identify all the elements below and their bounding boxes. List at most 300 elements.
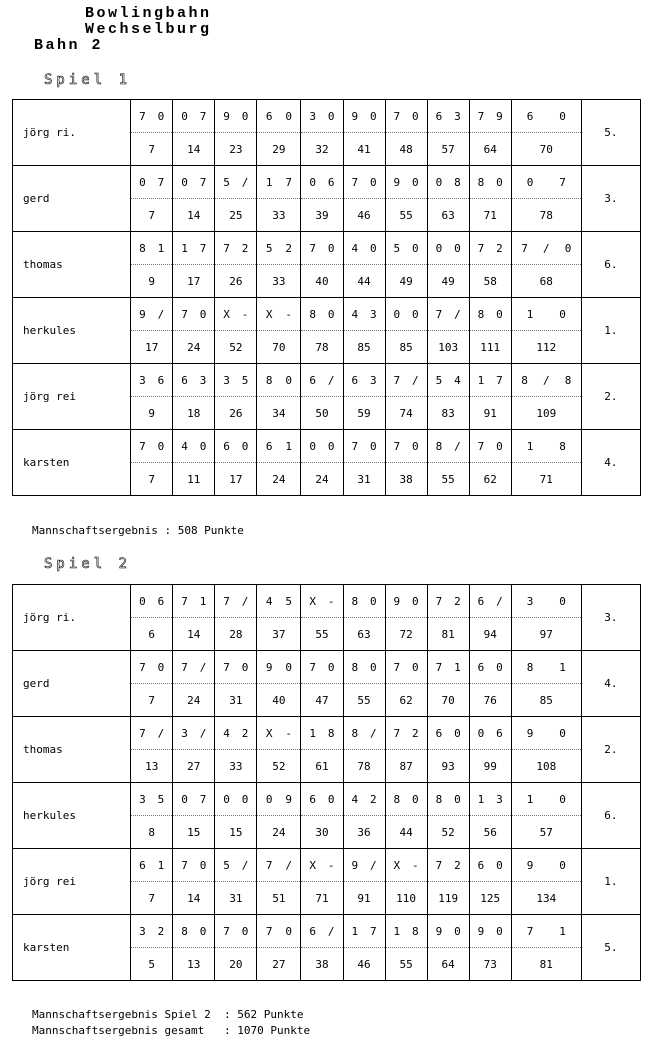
ball-result: 3 xyxy=(496,792,503,806)
ball-result: 1 xyxy=(199,594,207,608)
player-throws-row xyxy=(13,100,641,133)
frame-running-total: 61 xyxy=(301,750,343,783)
frame-running-total: 110 xyxy=(385,882,427,915)
frame-running-total: 47 xyxy=(301,684,343,717)
frame-throws xyxy=(343,298,385,331)
frame-throws xyxy=(511,717,581,750)
ball-result: 0 xyxy=(199,307,207,321)
ball-result: 8 xyxy=(564,373,572,387)
ball-result: 1 xyxy=(265,175,273,189)
ball-result: 6 xyxy=(181,373,188,387)
ball-result: X xyxy=(309,858,317,872)
ball-result: 1 xyxy=(285,439,292,453)
frame-throws xyxy=(343,849,385,882)
ball-result: 0 xyxy=(265,792,273,806)
game-2-team-result: Mannschaftsergebnis Spiel 2 : 562 Punkte xyxy=(32,1008,304,1021)
frame-throws xyxy=(511,298,581,331)
frame-running-total: 50 xyxy=(301,397,343,430)
ball-result: 7 xyxy=(181,594,188,608)
ball-result: / xyxy=(157,726,165,740)
ball-result: - xyxy=(285,726,292,740)
ball-result: 0 xyxy=(526,175,534,189)
frame-running-total: 76 xyxy=(469,684,511,717)
ball-result: 7 xyxy=(199,792,207,806)
ball-result: 8 xyxy=(435,439,443,453)
frame-running-total: 93 xyxy=(427,750,469,783)
ball-result: 2 xyxy=(454,858,461,872)
ball-result: 4 xyxy=(181,439,188,453)
frame-throws xyxy=(427,298,469,331)
frame-throws xyxy=(343,232,385,265)
frame-running-total: 63 xyxy=(427,199,469,232)
player-rank: 2. xyxy=(581,717,640,783)
frame-running-total: 37 xyxy=(257,618,301,651)
frame-running-total: 13 xyxy=(173,948,215,981)
ball-result: 0 xyxy=(285,109,292,123)
frame-running-total: 49 xyxy=(385,265,427,298)
ball-result: 3 xyxy=(369,373,377,387)
ball-result: 7 xyxy=(223,924,230,938)
frame-running-total: 73 xyxy=(469,948,511,981)
ball-result: 0 xyxy=(181,175,188,189)
ball-result: 6 xyxy=(223,439,230,453)
frame-throws xyxy=(343,651,385,684)
ball-result: 8 xyxy=(309,307,317,321)
frame-throws xyxy=(215,849,257,882)
frame-running-total: 31 xyxy=(215,882,257,915)
ball-result: 7 xyxy=(265,924,273,938)
ball-result: 8 xyxy=(351,594,359,608)
frame-throws xyxy=(215,915,257,948)
player-name: jörg ri. xyxy=(13,585,131,651)
ball-result: 5 xyxy=(285,594,292,608)
ball-result: 7 xyxy=(526,924,534,938)
ball-result: 7 xyxy=(521,241,528,255)
ball-result: / xyxy=(285,858,292,872)
frame-throws xyxy=(131,783,173,816)
player-name: jörg rei xyxy=(13,849,131,915)
ball-result: 0 xyxy=(157,109,165,123)
frame-running-total: 40 xyxy=(257,684,301,717)
frame-throws xyxy=(131,232,173,265)
player-throws-row xyxy=(13,651,641,684)
ball-result: X xyxy=(393,858,401,872)
ball-result: 0 xyxy=(435,241,443,255)
frame-running-total: 7 xyxy=(131,684,173,717)
ball-result: 0 xyxy=(412,109,419,123)
ball-result: - xyxy=(412,858,419,872)
ball-result: 8 xyxy=(351,726,359,740)
ball-result: 0 xyxy=(199,924,207,938)
ball-result: 4 xyxy=(351,307,359,321)
frame-running-total: 14 xyxy=(173,133,215,166)
frame-throws xyxy=(511,783,581,816)
ball-result: 1 xyxy=(351,924,359,938)
ball-result: 7 xyxy=(223,241,230,255)
frame-running-total: 15 xyxy=(215,816,257,849)
ball-result: 6 xyxy=(526,109,534,123)
player-throws-row xyxy=(13,717,641,750)
frame-running-total: 38 xyxy=(301,948,343,981)
ball-result: 7 xyxy=(199,109,207,123)
ball-result: 0 xyxy=(327,439,335,453)
ball-result: / xyxy=(369,726,377,740)
ball-result: 0 xyxy=(412,792,419,806)
frame-throws xyxy=(173,915,215,948)
ball-result: - xyxy=(285,307,292,321)
ball-result: 7 xyxy=(435,660,443,674)
frame-throws xyxy=(469,783,511,816)
ball-result: 8 xyxy=(265,373,273,387)
frame-throws xyxy=(469,849,511,882)
ball-result: 7 xyxy=(157,175,165,189)
frame-throws xyxy=(511,430,581,463)
ball-result: 6 xyxy=(327,175,335,189)
ball-result: 0 xyxy=(559,307,566,321)
ball-result: 8 xyxy=(477,175,485,189)
frame-throws xyxy=(343,364,385,397)
ball-result: / xyxy=(199,726,207,740)
frame-throws xyxy=(385,364,427,397)
ball-result: 4 xyxy=(265,594,273,608)
ball-result: 0 xyxy=(369,109,377,123)
frame-throws xyxy=(511,651,581,684)
frame-throws xyxy=(469,651,511,684)
frame-running-total: 108 xyxy=(511,750,581,783)
header-wechselburg: Wechselburg xyxy=(85,21,212,38)
frame-throws xyxy=(343,915,385,948)
player-rank: 1. xyxy=(581,849,640,915)
frame-running-total: 26 xyxy=(215,265,257,298)
frame-running-total: 33 xyxy=(257,265,301,298)
frame-running-total: 70 xyxy=(257,331,301,364)
ball-result: 5 xyxy=(435,373,443,387)
frame-throws xyxy=(257,430,301,463)
ball-result: 0 xyxy=(181,792,188,806)
player-throws-row xyxy=(13,364,641,397)
ball-result: 7 xyxy=(285,175,292,189)
frame-throws xyxy=(131,915,173,948)
ball-result: 0 xyxy=(139,594,146,608)
player-throws-row xyxy=(13,298,641,331)
frame-throws xyxy=(343,783,385,816)
frame-running-total: 55 xyxy=(301,618,343,651)
frame-running-total: 74 xyxy=(385,397,427,430)
frame-throws xyxy=(469,166,511,199)
frame-running-total: 6 xyxy=(131,618,173,651)
ball-result: 9 xyxy=(435,924,443,938)
ball-result: 0 xyxy=(412,660,419,674)
frame-throws xyxy=(343,100,385,133)
ball-result: 2 xyxy=(412,726,419,740)
frame-throws xyxy=(173,364,215,397)
ball-result: 7 xyxy=(351,175,359,189)
ball-result: 3 xyxy=(454,109,461,123)
frame-running-total: 68 xyxy=(511,265,581,298)
frame-throws xyxy=(215,717,257,750)
frame-throws xyxy=(385,430,427,463)
frame-running-total: 18 xyxy=(173,397,215,430)
ball-result: 6 xyxy=(309,792,317,806)
ball-result: 7 xyxy=(181,858,188,872)
player-throws-row xyxy=(13,585,641,618)
frame-throws xyxy=(385,585,427,618)
frame-running-total: 29 xyxy=(257,133,301,166)
frame-throws xyxy=(257,915,301,948)
frame-throws xyxy=(131,364,173,397)
frame-running-total: 27 xyxy=(257,948,301,981)
ball-result: 3 xyxy=(369,307,377,321)
frame-running-total: 14 xyxy=(173,882,215,915)
ball-result: 0 xyxy=(496,924,503,938)
ball-result: 0 xyxy=(199,439,207,453)
player-rank: 5. xyxy=(581,100,640,166)
player-throws-row xyxy=(13,166,641,199)
game-1-title: Spiel 1 xyxy=(44,72,132,88)
frame-throws xyxy=(511,100,581,133)
player-throws-row xyxy=(13,430,641,463)
frame-throws xyxy=(215,298,257,331)
frame-throws xyxy=(469,232,511,265)
player-throws-row xyxy=(13,232,641,265)
ball-result: 0 xyxy=(412,175,419,189)
player-rank: 6. xyxy=(581,232,640,298)
ball-result: 7 xyxy=(181,307,188,321)
ball-result: 6 xyxy=(477,660,485,674)
frame-throws xyxy=(131,585,173,618)
ball-result: 1 xyxy=(309,726,317,740)
frame-running-total: 78 xyxy=(511,199,581,232)
frame-running-total: 64 xyxy=(469,133,511,166)
frame-running-total: 70 xyxy=(511,133,581,166)
ball-result: 0 xyxy=(435,175,443,189)
frame-running-total: 9 xyxy=(131,397,173,430)
ball-result: 8 xyxy=(454,175,461,189)
frame-running-total: 55 xyxy=(385,199,427,232)
frame-throws xyxy=(173,298,215,331)
ball-result: 0 xyxy=(496,858,503,872)
ball-result: 0 xyxy=(412,307,419,321)
player-rank: 4. xyxy=(581,430,640,496)
ball-result: X xyxy=(265,726,273,740)
ball-result: 5 xyxy=(265,241,273,255)
frame-running-total: 33 xyxy=(215,750,257,783)
frame-throws xyxy=(343,717,385,750)
player-rank: 6. xyxy=(581,783,640,849)
frame-running-total: 72 xyxy=(385,618,427,651)
game-1-team-result: Mannschaftsergebnis : 508 Punkte xyxy=(32,524,244,537)
ball-result: 4 xyxy=(351,241,359,255)
frame-throws xyxy=(511,849,581,882)
ball-result: 1 xyxy=(393,924,401,938)
player-rank: 3. xyxy=(581,166,640,232)
ball-result: 0 xyxy=(369,439,377,453)
ball-result: 0 xyxy=(241,439,249,453)
frame-running-total: 41 xyxy=(343,133,385,166)
frame-running-total: 59 xyxy=(343,397,385,430)
frame-running-total: 13 xyxy=(131,750,173,783)
frame-throws xyxy=(215,364,257,397)
frame-running-total: 85 xyxy=(343,331,385,364)
ball-result: 7 xyxy=(139,109,146,123)
frame-throws xyxy=(427,915,469,948)
ball-result: 6 xyxy=(477,858,485,872)
frame-running-total: 119 xyxy=(427,882,469,915)
frame-running-total: 103 xyxy=(427,331,469,364)
ball-result: 0 xyxy=(199,858,207,872)
ball-result: 8 xyxy=(139,241,146,255)
ball-result: 9 xyxy=(139,307,146,321)
ball-result: 0 xyxy=(327,660,335,674)
player-name: thomas xyxy=(13,717,131,783)
ball-result: 9 xyxy=(526,726,534,740)
player-name: herkules xyxy=(13,783,131,849)
frame-running-total: 40 xyxy=(301,265,343,298)
frame-running-total: 97 xyxy=(511,618,581,651)
frame-running-total: 52 xyxy=(427,816,469,849)
ball-result: / xyxy=(241,175,249,189)
frame-throws xyxy=(257,100,301,133)
ball-result: 6 xyxy=(435,726,443,740)
frame-running-total: 17 xyxy=(173,265,215,298)
ball-result: 8 xyxy=(559,439,566,453)
ball-result: 0 xyxy=(412,594,419,608)
frame-running-total: 85 xyxy=(511,684,581,717)
frame-running-total: 85 xyxy=(385,331,427,364)
ball-result: 5 xyxy=(223,858,230,872)
frame-running-total: 55 xyxy=(343,684,385,717)
ball-result: 7 xyxy=(309,241,317,255)
ball-result: 3 xyxy=(223,373,230,387)
ball-result: 1 xyxy=(559,660,566,674)
player-name: jörg rei xyxy=(13,364,131,430)
header-bahn: Bahn 2 xyxy=(34,37,104,54)
ball-result: / xyxy=(542,241,550,255)
frame-throws xyxy=(385,849,427,882)
frame-throws xyxy=(427,717,469,750)
ball-result: / xyxy=(241,858,249,872)
ball-result: - xyxy=(241,307,249,321)
ball-result: 0 xyxy=(559,109,566,123)
frame-throws xyxy=(385,717,427,750)
ball-result: 6 xyxy=(351,373,359,387)
player-rank: 2. xyxy=(581,364,640,430)
ball-result: 0 xyxy=(559,858,566,872)
ball-result: / xyxy=(327,924,335,938)
frame-throws xyxy=(173,717,215,750)
frame-running-total: 32 xyxy=(301,133,343,166)
frame-throws xyxy=(173,430,215,463)
ball-result: 7 xyxy=(496,373,503,387)
frame-running-total: 26 xyxy=(215,397,257,430)
frame-running-total: 7 xyxy=(131,199,173,232)
frame-throws xyxy=(257,364,301,397)
ball-result: - xyxy=(327,594,335,608)
frame-throws xyxy=(511,915,581,948)
frame-running-total: 62 xyxy=(469,463,511,496)
frame-running-total: 55 xyxy=(385,948,427,981)
frame-running-total: 5 xyxy=(131,948,173,981)
frame-running-total: 71 xyxy=(511,463,581,496)
frame-running-total: 78 xyxy=(301,331,343,364)
frame-running-total: 48 xyxy=(385,133,427,166)
frame-running-total: 15 xyxy=(173,816,215,849)
ball-result: 5 xyxy=(223,175,230,189)
frame-running-total: 7 xyxy=(131,882,173,915)
game-2-title: Spiel 2 xyxy=(44,556,132,572)
ball-result: 9 xyxy=(223,109,230,123)
ball-result: 2 xyxy=(241,726,249,740)
frame-throws xyxy=(343,166,385,199)
frame-running-total: 134 xyxy=(511,882,581,915)
ball-result: 3 xyxy=(199,373,207,387)
frame-running-total: 7 xyxy=(131,463,173,496)
ball-result: 0 xyxy=(285,660,292,674)
ball-result: 7 xyxy=(477,109,485,123)
frame-throws xyxy=(385,298,427,331)
ball-result: - xyxy=(327,858,335,872)
ball-result: X xyxy=(309,594,317,608)
ball-result: 1 xyxy=(526,792,534,806)
frame-throws xyxy=(427,651,469,684)
ball-result: 8 xyxy=(435,792,443,806)
frame-throws xyxy=(131,651,173,684)
frame-running-total: 28 xyxy=(215,618,257,651)
frame-throws xyxy=(215,783,257,816)
ball-result: 7 xyxy=(477,439,485,453)
ball-result: 7 xyxy=(199,175,207,189)
ball-result: 0 xyxy=(181,109,188,123)
ball-result: 0 xyxy=(559,594,566,608)
frame-running-total: 55 xyxy=(427,463,469,496)
ball-result: 7 xyxy=(139,660,146,674)
frame-throws xyxy=(385,651,427,684)
ball-result: 0 xyxy=(454,924,461,938)
ball-result: 7 xyxy=(559,175,566,189)
frame-throws xyxy=(385,100,427,133)
ball-result: 9 xyxy=(477,924,485,938)
ball-result: 1 xyxy=(157,858,165,872)
ball-result: / xyxy=(369,858,377,872)
ball-result: 0 xyxy=(559,726,566,740)
ball-result: 3 xyxy=(139,373,146,387)
ball-result: 5 xyxy=(393,241,401,255)
frame-throws xyxy=(427,783,469,816)
ball-result: 1 xyxy=(454,660,461,674)
frame-throws xyxy=(257,585,301,618)
ball-result: 7 xyxy=(351,439,359,453)
player-rank: 5. xyxy=(581,915,640,981)
frame-throws xyxy=(257,783,301,816)
ball-result: 3 xyxy=(139,924,146,938)
ball-result: 0 xyxy=(559,792,566,806)
frame-throws xyxy=(385,915,427,948)
frame-running-total: 17 xyxy=(131,331,173,364)
frame-running-total: 9 xyxy=(131,265,173,298)
player-name: jörg ri. xyxy=(13,100,131,166)
ball-result: 8 xyxy=(412,924,419,938)
ball-result: 0 xyxy=(309,439,317,453)
ball-result: 1 xyxy=(157,241,165,255)
frame-running-total: 81 xyxy=(511,948,581,981)
frame-throws xyxy=(427,364,469,397)
frame-running-total: 109 xyxy=(511,397,581,430)
frame-throws xyxy=(469,430,511,463)
ball-result: 7 xyxy=(393,726,401,740)
frame-running-total: 64 xyxy=(427,948,469,981)
frame-running-total: 99 xyxy=(469,750,511,783)
ball-result: 1 xyxy=(559,924,566,938)
